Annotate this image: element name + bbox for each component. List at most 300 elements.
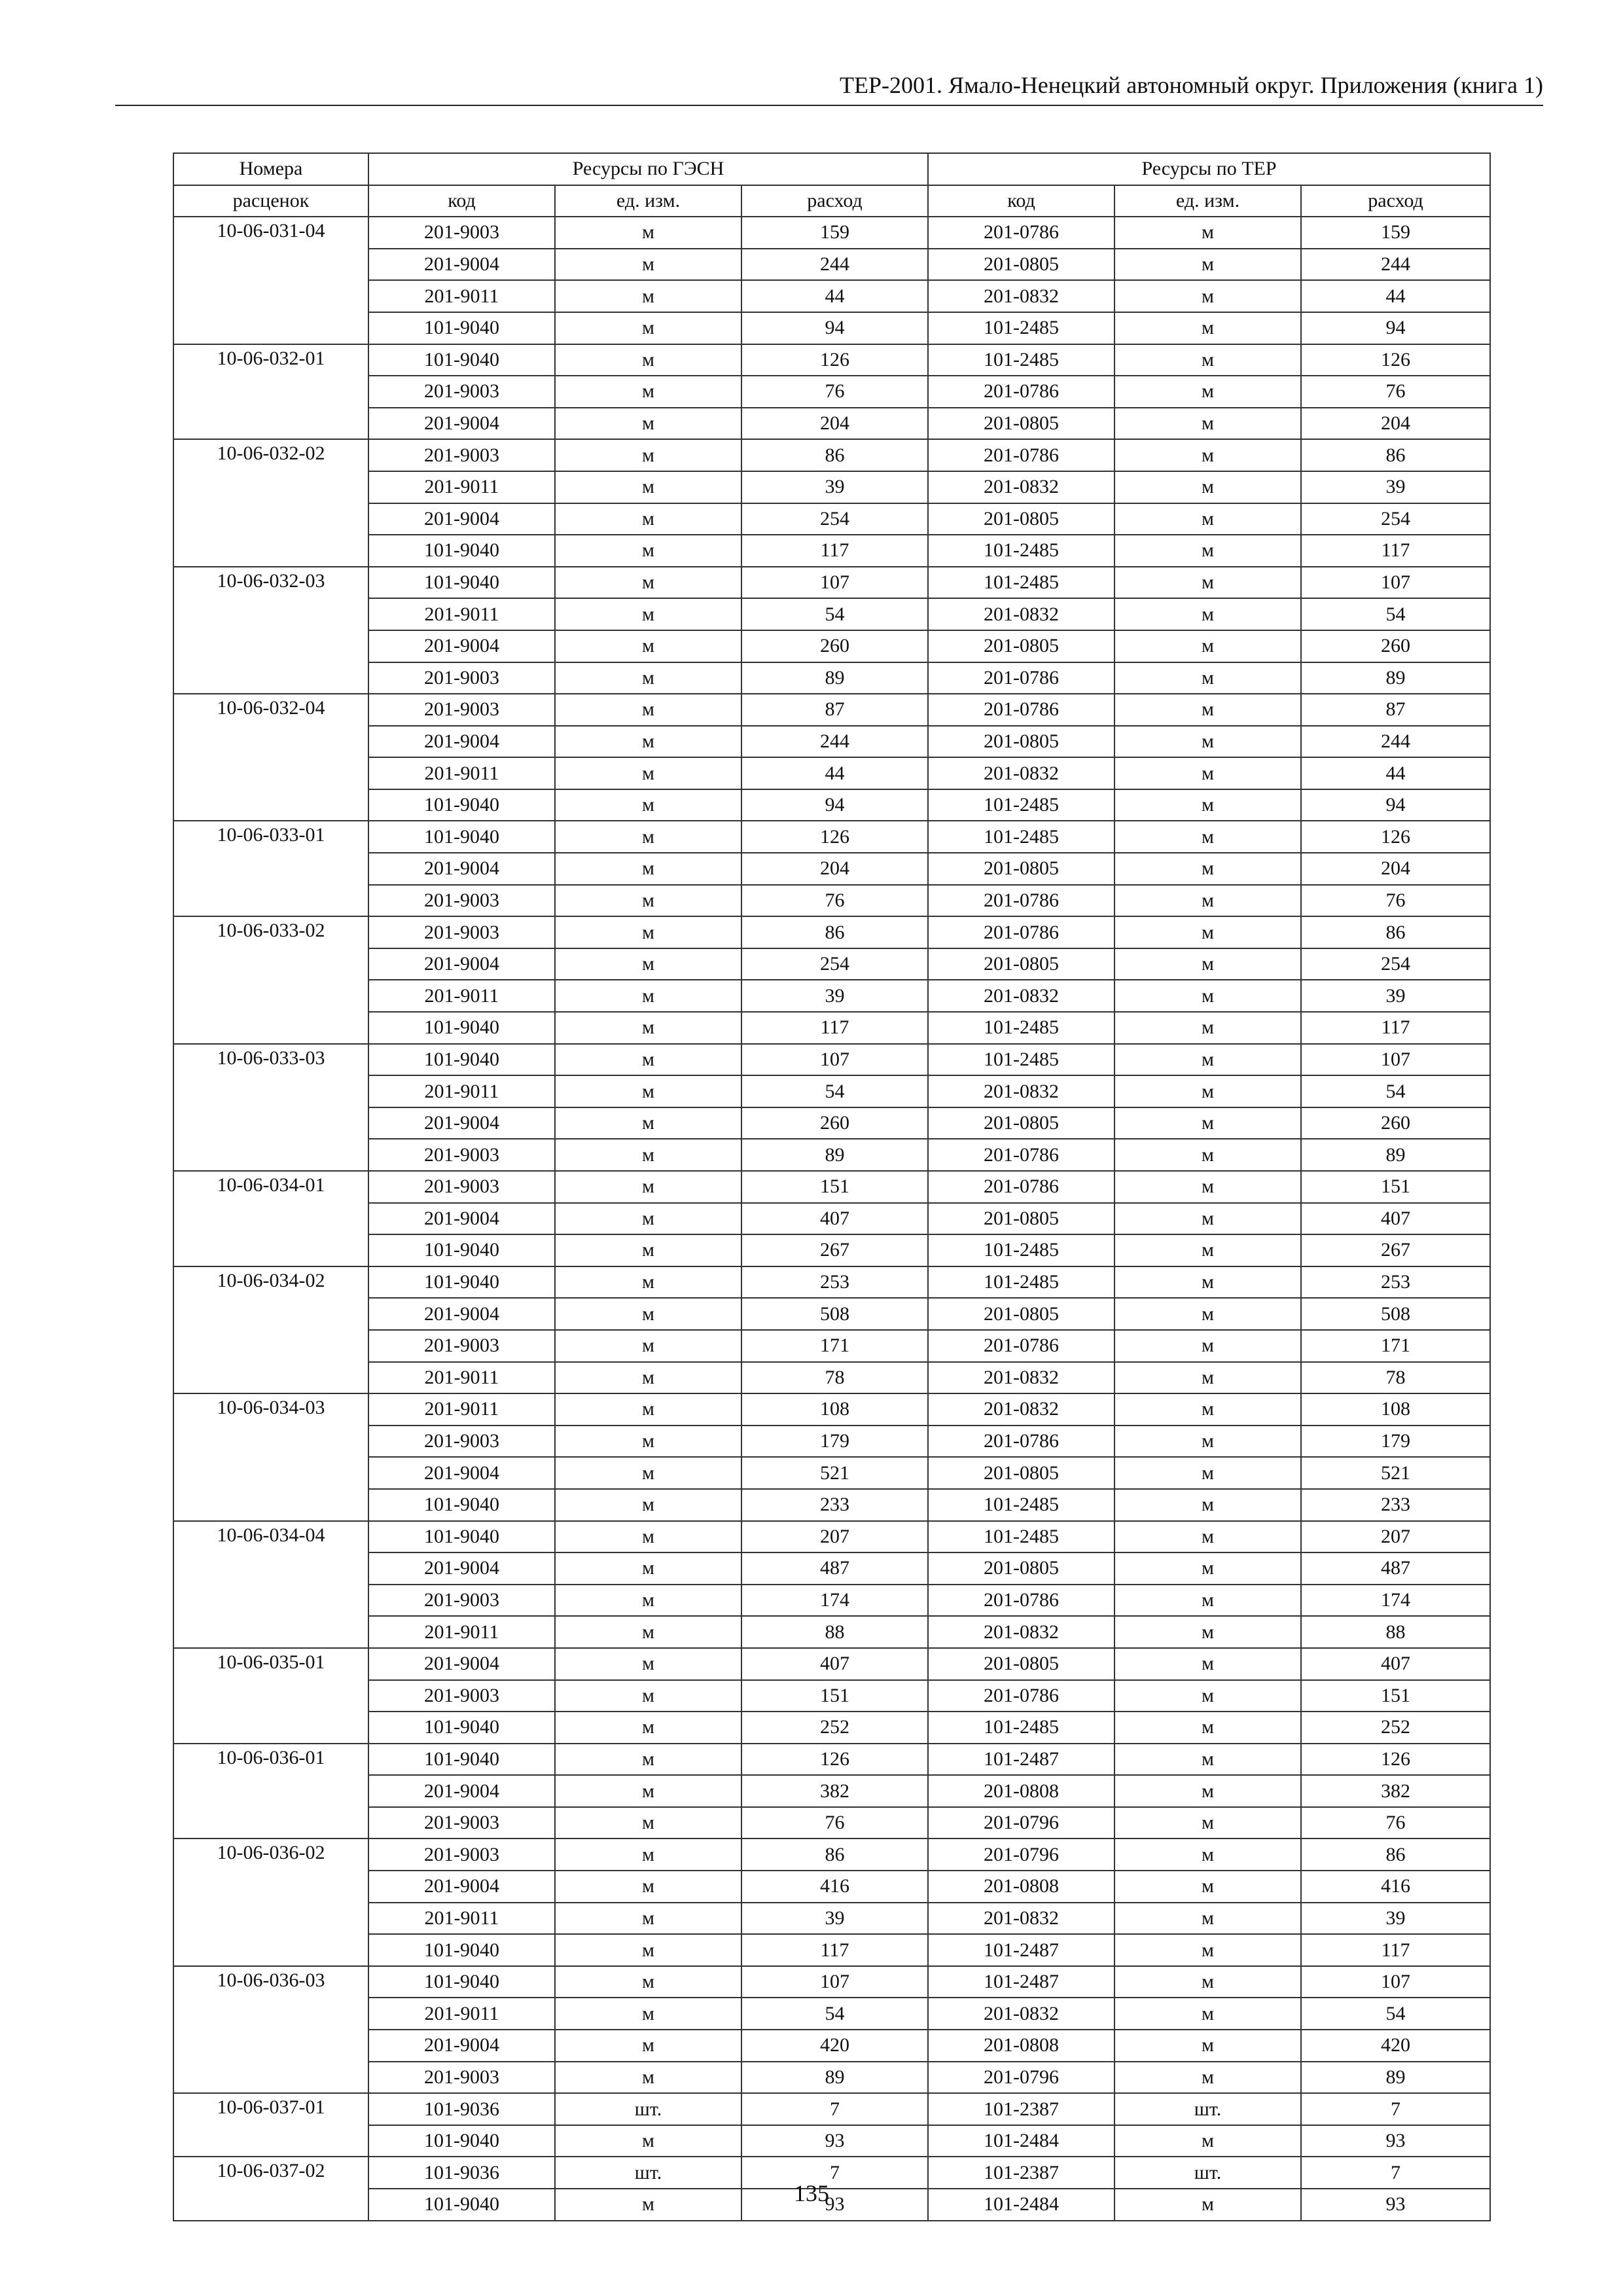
gesn-unit-cell: м: [555, 853, 741, 885]
gesn-amount-cell: 7: [741, 2157, 928, 2189]
gesn-code-cell: 201-9003: [368, 662, 555, 694]
gesn-unit-cell: м: [555, 1426, 741, 1458]
gesn-unit-cell: м: [555, 1934, 741, 1966]
gesn-code-cell: 201-9004: [368, 948, 555, 980]
gesn-amount-cell: 407: [741, 1203, 928, 1235]
ter-code-cell: 201-0786: [928, 217, 1115, 249]
gesn-unit-cell: м: [555, 694, 741, 726]
gesn-amount-cell: 93: [741, 2189, 928, 2221]
table-subheader-row: [173, 185, 1490, 217]
gesn-amount-cell: 174: [741, 1585, 928, 1617]
page-number: 135: [794, 2180, 829, 2206]
gesn-code-cell: 101-9036: [368, 2093, 555, 2125]
table-row: [173, 503, 1490, 535]
rate-number-cell: 10-06-031-04: [173, 217, 368, 344]
ter-code-cell: 201-0832: [928, 1903, 1115, 1935]
ter-unit-cell: м: [1115, 503, 1301, 535]
gesn-code-cell: 101-9036: [368, 2157, 555, 2189]
ter-amount-cell: 233: [1301, 1489, 1490, 1521]
table-row: [173, 916, 1490, 948]
gesn-code-cell: 201-9003: [368, 217, 555, 249]
gesn-code-cell: 201-9011: [368, 980, 555, 1012]
ter-code-cell: 201-0786: [928, 1680, 1115, 1712]
table-row: [173, 312, 1490, 344]
gesn-code-cell: 201-9011: [368, 598, 555, 630]
ter-code-cell: 101-2387: [928, 2093, 1115, 2125]
gesn-amount-cell: 159: [741, 217, 928, 249]
gesn-code-cell: 201-9004: [368, 1775, 555, 1807]
rate-number-cell: 10-06-036-01: [173, 1744, 368, 1839]
ter-amount-cell: 86: [1301, 916, 1490, 948]
gesn-amount-cell: 89: [741, 1139, 928, 1171]
gesn-amount-cell: 126: [741, 821, 928, 853]
gesn-unit-cell: м: [555, 535, 741, 567]
rate-number-cell: 10-06-033-03: [173, 1044, 368, 1171]
table-row: [173, 471, 1490, 503]
gesn-code-cell: 201-9003: [368, 1330, 555, 1362]
gesn-code-cell: 201-9003: [368, 1807, 555, 1839]
ter-code-cell: 201-0786: [928, 1171, 1115, 1203]
table-row: [173, 1744, 1490, 1776]
gesn-code-cell: 201-9003: [368, 694, 555, 726]
ter-amount-cell: 89: [1301, 2062, 1490, 2094]
gesn-code-cell: 201-9011: [368, 1616, 555, 1648]
ter-amount-cell: 126: [1301, 1744, 1490, 1776]
gesn-unit-cell: м: [555, 1139, 741, 1171]
ter-code-cell: 101-2487: [928, 1966, 1115, 1998]
ter-code-cell: 101-2485: [928, 1234, 1115, 1266]
ter-amount-cell: 44: [1301, 757, 1490, 789]
gesn-amount-cell: 204: [741, 408, 928, 440]
gesn-amount-cell: 54: [741, 1998, 928, 2030]
table-body: [173, 217, 1490, 2220]
ter-unit-cell: м: [1115, 948, 1301, 980]
gesn-unit-cell: м: [555, 1362, 741, 1394]
gesn-code-cell: 201-9004: [368, 726, 555, 758]
ter-unit-cell: шт.: [1115, 2157, 1301, 2189]
gesn-amount-cell: 267: [741, 1234, 928, 1266]
gesn-unit-cell: м: [555, 1616, 741, 1648]
rate-number-cell: 10-06-034-03: [173, 1393, 368, 1520]
gesn-code-cell: 101-9040: [368, 1012, 555, 1044]
gesn-unit-cell: м: [555, 280, 741, 312]
table-row: [173, 630, 1490, 662]
table-row: [173, 726, 1490, 758]
ter-unit-cell: м: [1115, 1744, 1301, 1776]
ter-unit-cell: м: [1115, 2062, 1301, 2094]
rate-number-cell: 10-06-034-02: [173, 1266, 368, 1393]
ter-unit-cell: м: [1115, 1585, 1301, 1617]
table-row: [173, 1044, 1490, 1076]
ter-code-cell: 201-0796: [928, 1807, 1115, 1839]
gesn-unit-cell: м: [555, 1457, 741, 1489]
gesn-code-cell: 201-9004: [368, 1457, 555, 1489]
ter-unit-cell: м: [1115, 408, 1301, 440]
ter-unit-cell: м: [1115, 598, 1301, 630]
ter-amount-cell: 39: [1301, 471, 1490, 503]
ter-code-cell: 101-2484: [928, 2125, 1115, 2157]
gesn-amount-cell: 88: [741, 1616, 928, 1648]
gesn-amount-cell: 117: [741, 535, 928, 567]
ter-code-cell: 101-2487: [928, 1744, 1115, 1776]
gesn-unit-cell: м: [555, 726, 741, 758]
rate-number-cell: 10-06-032-02: [173, 439, 368, 566]
gesn-unit-cell: м: [555, 1712, 741, 1744]
ter-code-cell: 101-2485: [928, 1266, 1115, 1299]
gesn-unit-cell: м: [555, 2030, 741, 2062]
gesn-code-cell: 201-9004: [368, 2030, 555, 2062]
gesn-amount-cell: 87: [741, 694, 928, 726]
gesn-unit-cell: м: [555, 408, 741, 440]
table-row: [173, 376, 1490, 408]
ter-amount-cell: 260: [1301, 630, 1490, 662]
gesn-amount-cell: 117: [741, 1012, 928, 1044]
gesn-unit-cell: м: [555, 567, 741, 599]
gesn-code-cell: 101-9040: [368, 1489, 555, 1521]
gesn-unit-cell: м: [555, 1585, 741, 1617]
ter-amount-cell: 94: [1301, 789, 1490, 821]
ter-code-cell: 201-0805: [928, 1648, 1115, 1680]
ter-code-cell: 201-0796: [928, 1839, 1115, 1871]
gesn-code-cell: 201-9003: [368, 1680, 555, 1712]
gesn-amount-cell: 39: [741, 980, 928, 1012]
gesn-amount-cell: 89: [741, 2062, 928, 2094]
gesn-amount-cell: 151: [741, 1171, 928, 1203]
table-row: [173, 885, 1490, 917]
ter-unit-cell: м: [1115, 1075, 1301, 1107]
ter-unit-cell: м: [1115, 1839, 1301, 1871]
gesn-unit-cell: м: [555, 1775, 741, 1807]
ter-code-cell: 201-0832: [928, 1616, 1115, 1648]
ter-code-cell: 201-0805: [928, 1203, 1115, 1235]
gesn-code-cell: 201-9003: [368, 2062, 555, 2094]
table-row: [173, 789, 1490, 821]
gesn-amount-cell: 126: [741, 1744, 928, 1776]
ter-amount-cell: 44: [1301, 280, 1490, 312]
gesn-amount-cell: 89: [741, 662, 928, 694]
gesn-amount-cell: 86: [741, 916, 928, 948]
gesn-code-cell: 201-9004: [368, 630, 555, 662]
ter-unit-cell: м: [1115, 439, 1301, 471]
ter-code-cell: 101-2485: [928, 1489, 1115, 1521]
gesn-code-cell: 201-9003: [368, 916, 555, 948]
ter-amount-cell: 86: [1301, 439, 1490, 471]
gesn-amount-cell: 76: [741, 376, 928, 408]
gesn-unit-cell: м: [555, 1839, 741, 1871]
table-row: [173, 535, 1490, 567]
running-header: ТЕР-2001. Ямало-Ненецкий автономный округ. Приложения (книга 1): [840, 72, 1543, 98]
gesn-code-cell: 101-9040: [368, 312, 555, 344]
ter-unit-cell: м: [1115, 1203, 1301, 1235]
gesn-amount-cell: 382: [741, 1775, 928, 1807]
ter-code-cell: 201-0786: [928, 662, 1115, 694]
ter-code-cell: 101-2485: [928, 821, 1115, 853]
gesn-amount-cell: 86: [741, 439, 928, 471]
ter-amount-cell: 521: [1301, 1457, 1490, 1489]
gesn-unit-cell: м: [555, 1680, 741, 1712]
gesn-code-cell: 201-9004: [368, 1203, 555, 1235]
gesn-code-cell: 101-9040: [368, 1044, 555, 1076]
ter-unit-cell: м: [1115, 1966, 1301, 1998]
table-row: [173, 1266, 1490, 1299]
ter-amount-cell: 94: [1301, 312, 1490, 344]
ter-code-cell: 201-0805: [928, 726, 1115, 758]
column-header-ter-amount: расход: [1301, 185, 1490, 217]
gesn-unit-cell: м: [555, 1393, 741, 1426]
gesn-unit-cell: м: [555, 1648, 741, 1680]
ter-code-cell: 101-2487: [928, 1934, 1115, 1966]
gesn-code-cell: 101-9040: [368, 1966, 555, 1998]
ter-code-cell: 201-0786: [928, 916, 1115, 948]
ter-unit-cell: м: [1115, 312, 1301, 344]
rate-number-cell: 10-06-037-01: [173, 2093, 368, 2157]
gesn-code-cell: 201-9004: [368, 1107, 555, 1139]
gesn-amount-cell: 151: [741, 1680, 928, 1712]
ter-unit-cell: м: [1115, 1298, 1301, 1330]
gesn-amount-cell: 233: [741, 1489, 928, 1521]
table-row: [173, 408, 1490, 440]
ter-unit-cell: м: [1115, 280, 1301, 312]
ter-amount-cell: 76: [1301, 1807, 1490, 1839]
ter-unit-cell: м: [1115, 249, 1301, 281]
ter-amount-cell: 39: [1301, 980, 1490, 1012]
gesn-amount-cell: 76: [741, 1807, 928, 1839]
ter-unit-cell: м: [1115, 567, 1301, 599]
gesn-unit-cell: м: [555, 1552, 741, 1585]
ter-code-cell: 101-2484: [928, 2189, 1115, 2221]
gesn-unit-cell: м: [555, 217, 741, 249]
ter-unit-cell: шт.: [1115, 2093, 1301, 2125]
ter-amount-cell: 39: [1301, 1903, 1490, 1935]
table-header-row: [173, 153, 1490, 185]
gesn-unit-cell: м: [555, 662, 741, 694]
table-row: [173, 344, 1490, 376]
ter-amount-cell: 117: [1301, 535, 1490, 567]
ter-amount-cell: 7: [1301, 2093, 1490, 2125]
table-row: [173, 1552, 1490, 1585]
ter-amount-cell: 487: [1301, 1552, 1490, 1585]
ter-code-cell: 201-0805: [928, 1552, 1115, 1585]
gesn-amount-cell: 39: [741, 1903, 928, 1935]
gesn-code-cell: 101-9040: [368, 1744, 555, 1776]
table-row: [173, 2125, 1490, 2157]
gesn-unit-cell: м: [555, 1807, 741, 1839]
ter-unit-cell: м: [1115, 1234, 1301, 1266]
ter-amount-cell: 254: [1301, 948, 1490, 980]
ter-code-cell: 201-0832: [928, 280, 1115, 312]
ter-code-cell: 201-0832: [928, 757, 1115, 789]
ter-amount-cell: 416: [1301, 1871, 1490, 1903]
ter-amount-cell: 54: [1301, 1075, 1490, 1107]
ter-unit-cell: м: [1115, 2030, 1301, 2062]
gesn-unit-cell: м: [555, 1203, 741, 1235]
gesn-code-cell: 201-9003: [368, 1585, 555, 1617]
ter-code-cell: 201-0805: [928, 630, 1115, 662]
gesn-code-cell: 101-9040: [368, 1521, 555, 1553]
gesn-unit-cell: м: [555, 1044, 741, 1076]
ter-unit-cell: м: [1115, 980, 1301, 1012]
ter-amount-cell: 89: [1301, 662, 1490, 694]
gesn-code-cell: 101-9040: [368, 2189, 555, 2221]
table-row: [173, 1203, 1490, 1235]
ter-amount-cell: 93: [1301, 2125, 1490, 2157]
gesn-amount-cell: 76: [741, 885, 928, 917]
gesn-code-cell: 101-9040: [368, 1712, 555, 1744]
ter-unit-cell: м: [1115, 1489, 1301, 1521]
ter-code-cell: 201-0805: [928, 1457, 1115, 1489]
gesn-code-cell: 201-9011: [368, 280, 555, 312]
gesn-amount-cell: 171: [741, 1330, 928, 1362]
table-row: [173, 2093, 1490, 2125]
gesn-code-cell: 101-9040: [368, 2125, 555, 2157]
gesn-unit-cell: м: [555, 757, 741, 789]
ter-amount-cell: 151: [1301, 1680, 1490, 1712]
ter-unit-cell: м: [1115, 1871, 1301, 1903]
ter-code-cell: 101-2485: [928, 789, 1115, 821]
ter-unit-cell: м: [1115, 217, 1301, 249]
ter-amount-cell: 174: [1301, 1585, 1490, 1617]
table-row: [173, 567, 1490, 599]
ter-unit-cell: м: [1115, 1712, 1301, 1744]
ter-code-cell: 101-2485: [928, 567, 1115, 599]
gesn-code-cell: 201-9011: [368, 1393, 555, 1426]
column-header-ter-unit: ед. изм.: [1115, 185, 1301, 217]
ter-code-cell: 101-2485: [928, 1521, 1115, 1553]
gesn-code-cell: 201-9003: [368, 1426, 555, 1458]
gesn-code-cell: 201-9011: [368, 757, 555, 789]
gesn-code-cell: 201-9003: [368, 376, 555, 408]
gesn-amount-cell: 7: [741, 2093, 928, 2125]
ter-unit-cell: м: [1115, 1044, 1301, 1076]
ter-code-cell: 101-2485: [928, 344, 1115, 376]
ter-code-cell: 101-2485: [928, 312, 1115, 344]
column-header-gesn-amount: расход: [741, 185, 928, 217]
table-row: [173, 662, 1490, 694]
table-row: [173, 217, 1490, 249]
ter-amount-cell: 253: [1301, 1266, 1490, 1299]
ter-amount-cell: 407: [1301, 1203, 1490, 1235]
gesn-amount-cell: 508: [741, 1298, 928, 1330]
gesn-code-cell: 201-9003: [368, 1139, 555, 1171]
table-row: [173, 1648, 1490, 1680]
ter-unit-cell: м: [1115, 1775, 1301, 1807]
gesn-unit-cell: м: [555, 344, 741, 376]
ter-amount-cell: 76: [1301, 376, 1490, 408]
table-row: [173, 249, 1490, 281]
ter-unit-cell: м: [1115, 1266, 1301, 1299]
gesn-code-cell: 201-9004: [368, 408, 555, 440]
gesn-amount-cell: 94: [741, 312, 928, 344]
gesn-unit-cell: шт.: [555, 2157, 741, 2189]
ter-unit-cell: м: [1115, 1330, 1301, 1362]
table-row: [173, 1871, 1490, 1903]
table-row: [173, 1712, 1490, 1744]
rate-number-cell: 10-06-036-02: [173, 1839, 368, 1965]
resource-table: [173, 152, 1491, 2221]
table-row: [173, 439, 1490, 471]
gesn-unit-cell: м: [555, 1998, 741, 2030]
table-row: [173, 2030, 1490, 2062]
ter-code-cell: 201-0805: [928, 1298, 1115, 1330]
gesn-amount-cell: 521: [741, 1457, 928, 1489]
gesn-amount-cell: 244: [741, 249, 928, 281]
ter-unit-cell: м: [1115, 694, 1301, 726]
ter-unit-cell: м: [1115, 1426, 1301, 1458]
ter-unit-cell: м: [1115, 535, 1301, 567]
ter-unit-cell: м: [1115, 1616, 1301, 1648]
ter-code-cell: 201-0786: [928, 885, 1115, 917]
ter-unit-cell: м: [1115, 1107, 1301, 1139]
table-row: [173, 1807, 1490, 1839]
gesn-code-cell: 201-9004: [368, 1552, 555, 1585]
table-row: [173, 948, 1490, 980]
gesn-amount-cell: 420: [741, 2030, 928, 2062]
rate-number-cell: 10-06-034-04: [173, 1521, 368, 1648]
group-header-gesn: Ресурсы по ГЭСН: [368, 153, 928, 185]
table-row: [173, 1839, 1490, 1871]
ter-amount-cell: 244: [1301, 726, 1490, 758]
ter-amount-cell: 179: [1301, 1426, 1490, 1458]
ter-amount-cell: 107: [1301, 567, 1490, 599]
ter-unit-cell: м: [1115, 885, 1301, 917]
gesn-unit-cell: м: [555, 2189, 741, 2221]
gesn-code-cell: 201-9011: [368, 471, 555, 503]
table-row: [173, 1012, 1490, 1044]
gesn-unit-cell: м: [555, 916, 741, 948]
ter-unit-cell: м: [1115, 1552, 1301, 1585]
ter-amount-cell: 126: [1301, 344, 1490, 376]
ter-unit-cell: м: [1115, 2125, 1301, 2157]
ter-code-cell: 201-0832: [928, 1362, 1115, 1394]
group-header-ter: Ресурсы по ТЕР: [928, 153, 1490, 185]
gesn-amount-cell: 54: [741, 598, 928, 630]
ter-amount-cell: 107: [1301, 1966, 1490, 1998]
column-header-gesn-code: код: [368, 185, 555, 217]
ter-unit-cell: м: [1115, 853, 1301, 885]
table-row: [173, 694, 1490, 726]
ter-code-cell: 201-0786: [928, 376, 1115, 408]
ter-amount-cell: 254: [1301, 503, 1490, 535]
gesn-unit-cell: м: [555, 503, 741, 535]
gesn-amount-cell: 107: [741, 1044, 928, 1076]
ter-amount-cell: 88: [1301, 1616, 1490, 1648]
ter-unit-cell: м: [1115, 630, 1301, 662]
ter-amount-cell: 107: [1301, 1044, 1490, 1076]
table-row: [173, 757, 1490, 789]
gesn-amount-cell: 94: [741, 789, 928, 821]
gesn-code-cell: 201-9011: [368, 1075, 555, 1107]
ter-amount-cell: 204: [1301, 853, 1490, 885]
ter-unit-cell: м: [1115, 1139, 1301, 1171]
ter-code-cell: 201-0805: [928, 408, 1115, 440]
gesn-code-cell: 201-9003: [368, 885, 555, 917]
ter-code-cell: 201-0786: [928, 1139, 1115, 1171]
rate-number-cell: 10-06-034-01: [173, 1171, 368, 1266]
table-row: [173, 1616, 1490, 1648]
ter-unit-cell: м: [1115, 1457, 1301, 1489]
gesn-amount-cell: 260: [741, 630, 928, 662]
gesn-unit-cell: м: [555, 1489, 741, 1521]
ter-code-cell: 201-0808: [928, 1775, 1115, 1807]
gesn-amount-cell: 86: [741, 1839, 928, 1871]
gesn-amount-cell: 126: [741, 344, 928, 376]
gesn-amount-cell: 179: [741, 1426, 928, 1458]
gesn-amount-cell: 108: [741, 1393, 928, 1426]
ter-unit-cell: м: [1115, 757, 1301, 789]
gesn-amount-cell: 39: [741, 471, 928, 503]
ter-code-cell: 201-0832: [928, 471, 1115, 503]
gesn-unit-cell: м: [555, 439, 741, 471]
